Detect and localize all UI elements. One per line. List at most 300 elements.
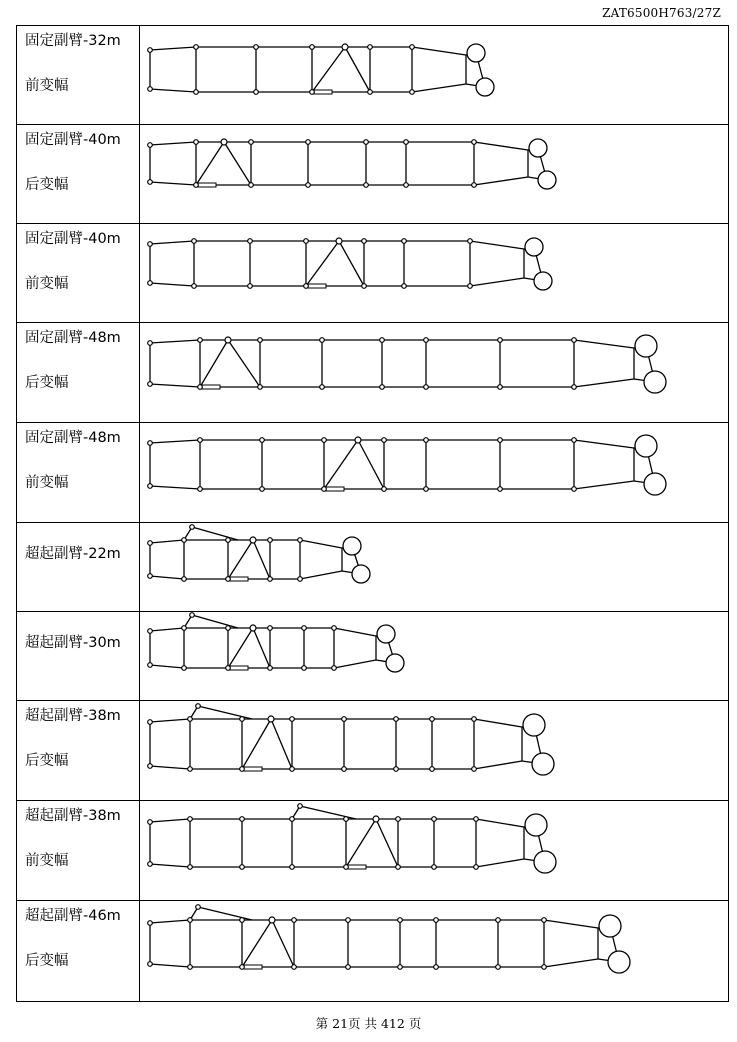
node-pin-icon — [148, 382, 153, 387]
node-pin-icon — [404, 183, 409, 188]
luffing-mode: 前变幅 — [25, 475, 69, 492]
bottom-chord — [150, 486, 200, 489]
node-pin-icon — [394, 767, 399, 772]
table-row — [17, 323, 729, 423]
sheave-icon — [534, 272, 552, 290]
sheave-icon — [476, 78, 494, 96]
node-pin-icon — [182, 577, 187, 582]
luffing-cylinder — [198, 183, 216, 187]
jib-diagram-cell — [140, 423, 729, 523]
node-pin-icon — [404, 140, 409, 145]
node-pin-icon — [192, 284, 197, 289]
node-pin-icon — [424, 338, 429, 343]
luffing-mode: 前变幅 — [25, 276, 69, 293]
node-pin-icon — [194, 183, 199, 188]
brace-member — [324, 440, 358, 489]
bottom-chord — [150, 384, 200, 387]
node-pin-icon — [290, 817, 295, 822]
node-pin-icon — [394, 717, 399, 722]
node-pin-icon — [258, 385, 263, 390]
jib-diagram-cell — [140, 523, 729, 612]
jib-diagram-cell — [140, 323, 729, 423]
node-pin-icon — [254, 90, 259, 95]
config-name: 超起副臂-22m — [25, 546, 121, 562]
node-pin-icon — [542, 918, 547, 923]
node-pin-icon — [346, 965, 351, 970]
node-pin-icon — [240, 717, 245, 722]
luffing-cylinder — [230, 666, 248, 670]
node-pin-icon — [188, 918, 193, 923]
node-pin-icon — [188, 965, 193, 970]
node-pin-icon — [430, 767, 435, 772]
bottom-chord — [150, 864, 190, 867]
hinge-pin-icon — [250, 625, 256, 631]
node-pin-icon — [410, 90, 415, 95]
node-pin-icon — [498, 385, 503, 390]
top-chord — [150, 47, 196, 50]
config-label-cell — [17, 125, 140, 224]
document-code: ZAT6500H763/27Z — [602, 6, 721, 20]
node-pin-icon — [402, 284, 407, 289]
config-label-cell — [17, 423, 140, 523]
jib-diagram — [140, 26, 729, 124]
jib-diagram-cell — [140, 801, 729, 901]
node-pin-icon — [424, 385, 429, 390]
luffing-mode: 后变幅 — [25, 177, 69, 194]
node-pin-icon — [430, 717, 435, 722]
table-row — [17, 801, 729, 901]
tip-chord — [334, 628, 376, 636]
jib-diagram-cell — [140, 612, 729, 701]
luffing-mode: 前变幅 — [25, 853, 69, 870]
node-pin-icon — [290, 717, 295, 722]
node-pin-icon — [182, 538, 187, 543]
table-row — [17, 523, 729, 612]
hinge-pin-icon — [269, 917, 275, 923]
node-pin-icon — [468, 284, 473, 289]
jib-diagram — [140, 612, 729, 700]
node-pin-icon — [304, 284, 309, 289]
node-pin-icon — [302, 666, 307, 671]
config-name: 超起副臂-38m — [25, 708, 121, 724]
tip-chord — [300, 571, 342, 579]
jib-diagram — [140, 423, 729, 522]
node-pin-icon — [240, 918, 245, 923]
hinge-pin-icon — [250, 537, 256, 543]
node-pin-icon — [302, 626, 307, 631]
node-pin-icon — [572, 438, 577, 443]
mast-stay — [192, 615, 238, 628]
config-label-cell — [17, 523, 140, 612]
node-pin-icon — [268, 626, 273, 631]
luffing-cylinder — [244, 965, 262, 969]
mast-pin-icon — [190, 613, 195, 618]
tip-chord — [334, 660, 376, 668]
node-pin-icon — [248, 284, 253, 289]
jib-diagram — [140, 701, 729, 800]
table-row — [17, 423, 729, 523]
node-pin-icon — [148, 629, 153, 634]
table-row — [17, 26, 729, 125]
node-pin-icon — [148, 921, 153, 926]
luffing-cylinder — [202, 385, 220, 389]
jib-diagram — [140, 523, 729, 611]
node-pin-icon — [382, 487, 387, 492]
node-pin-icon — [368, 90, 373, 95]
node-pin-icon — [472, 717, 477, 722]
node-pin-icon — [468, 239, 473, 244]
luffing-cylinder — [244, 767, 262, 771]
node-pin-icon — [268, 538, 273, 543]
sheave-icon — [377, 625, 395, 643]
jib-diagram — [140, 901, 729, 1001]
config-label-cell — [17, 323, 140, 423]
sheave-icon — [532, 753, 554, 775]
sheave-icon — [386, 654, 404, 672]
brace-member — [253, 628, 270, 668]
node-pin-icon — [148, 764, 153, 769]
node-pin-icon — [432, 865, 437, 870]
brace-member — [224, 142, 251, 185]
node-pin-icon — [346, 918, 351, 923]
node-pin-icon — [258, 338, 263, 343]
node-pin-icon — [148, 820, 153, 825]
hinge-pin-icon — [225, 337, 231, 343]
luffing-cylinder — [314, 90, 332, 94]
node-pin-icon — [498, 338, 503, 343]
node-pin-icon — [240, 817, 245, 822]
node-pin-icon — [398, 918, 403, 923]
node-pin-icon — [192, 239, 197, 244]
node-pin-icon — [226, 626, 231, 631]
node-pin-icon — [474, 817, 479, 822]
config-name: 固定副臂-48m — [25, 330, 121, 346]
node-pin-icon — [188, 817, 193, 822]
tip-chord — [476, 819, 524, 827]
jib-diagram-cell — [140, 26, 729, 125]
node-pin-icon — [424, 438, 429, 443]
node-pin-icon — [472, 183, 477, 188]
mast-pin-icon — [298, 804, 303, 809]
mast-stay — [192, 527, 238, 540]
node-pin-icon — [226, 577, 231, 582]
config-label-cell — [17, 701, 140, 801]
config-name: 固定副臂-40m — [25, 231, 121, 247]
brace-member — [228, 628, 253, 668]
node-pin-icon — [148, 484, 153, 489]
node-pin-icon — [260, 438, 265, 443]
node-pin-icon — [260, 487, 265, 492]
config-name: 超起副臂-30m — [25, 635, 121, 651]
node-pin-icon — [198, 487, 203, 492]
brace-member — [271, 719, 292, 769]
sheave-icon — [529, 139, 547, 157]
brace-member — [272, 920, 294, 967]
brace-member — [196, 142, 224, 185]
node-pin-icon — [322, 487, 327, 492]
tip-chord — [470, 241, 524, 249]
table-row — [17, 901, 729, 1002]
node-pin-icon — [364, 140, 369, 145]
node-pin-icon — [362, 239, 367, 244]
jib-diagram-cell — [140, 701, 729, 801]
table-row — [17, 224, 729, 323]
node-pin-icon — [380, 338, 385, 343]
tip-chord — [574, 481, 634, 489]
node-pin-icon — [320, 385, 325, 390]
node-pin-icon — [292, 918, 297, 923]
node-pin-icon — [240, 965, 245, 970]
luffing-mode: 后变幅 — [25, 953, 69, 970]
config-label-cell — [17, 801, 140, 901]
node-pin-icon — [148, 663, 153, 668]
top-chord — [150, 540, 184, 543]
node-pin-icon — [194, 90, 199, 95]
node-pin-icon — [396, 817, 401, 822]
node-pin-icon — [298, 538, 303, 543]
brace-member — [242, 920, 272, 967]
node-pin-icon — [182, 626, 187, 631]
tip-chord — [300, 540, 342, 548]
tip-chord — [474, 719, 522, 727]
node-pin-icon — [290, 865, 295, 870]
node-pin-icon — [290, 767, 295, 772]
bottom-chord — [150, 182, 196, 185]
node-pin-icon — [306, 140, 311, 145]
node-pin-icon — [226, 538, 231, 543]
config-name: 固定副臂-32m — [25, 33, 121, 49]
node-pin-icon — [320, 338, 325, 343]
luffing-cylinder — [348, 865, 366, 869]
node-pin-icon — [402, 239, 407, 244]
jib-diagram — [140, 801, 729, 900]
tip-chord — [574, 340, 634, 348]
hinge-pin-icon — [355, 437, 361, 443]
brace-member — [346, 819, 376, 867]
luffing-mode: 前变幅 — [25, 78, 69, 95]
top-chord — [150, 142, 196, 145]
bottom-chord — [150, 665, 184, 668]
bottom-chord — [150, 89, 196, 92]
tip-chord — [574, 440, 634, 448]
page-number: 第 21页 共 412 页 — [315, 1016, 422, 1031]
sheave-icon — [525, 814, 547, 836]
node-pin-icon — [474, 865, 479, 870]
node-pin-icon — [342, 717, 347, 722]
node-pin-icon — [148, 862, 153, 867]
node-pin-icon — [148, 180, 153, 185]
node-pin-icon — [148, 720, 153, 725]
config-label-cell — [17, 612, 140, 701]
node-pin-icon — [424, 487, 429, 492]
tip-chord — [474, 177, 528, 185]
hinge-pin-icon — [336, 238, 342, 244]
node-pin-icon — [342, 767, 347, 772]
node-pin-icon — [148, 341, 153, 346]
node-pin-icon — [542, 965, 547, 970]
sheave-icon — [467, 44, 485, 62]
node-pin-icon — [148, 87, 153, 92]
brace-member — [228, 540, 253, 579]
brace-member — [200, 340, 228, 387]
sheave-icon — [608, 951, 630, 973]
luffing-mode: 后变幅 — [25, 753, 69, 770]
node-pin-icon — [268, 666, 273, 671]
node-pin-icon — [368, 45, 373, 50]
node-pin-icon — [496, 965, 501, 970]
config-label-cell — [17, 901, 140, 1002]
sheave-icon — [343, 537, 361, 555]
node-pin-icon — [322, 438, 327, 443]
node-pin-icon — [472, 140, 477, 145]
jib-configuration-table — [16, 25, 729, 1002]
node-pin-icon — [188, 717, 193, 722]
node-pin-icon — [194, 45, 199, 50]
tip-chord — [544, 959, 598, 967]
brace-member — [358, 440, 384, 489]
node-pin-icon — [148, 441, 153, 446]
sheave-icon — [635, 335, 657, 357]
node-pin-icon — [240, 767, 245, 772]
tip-chord — [412, 84, 466, 92]
luffing-cylinder — [326, 487, 344, 491]
tip-chord — [412, 47, 466, 55]
node-pin-icon — [148, 541, 153, 546]
node-pin-icon — [148, 574, 153, 579]
bottom-chord — [150, 964, 190, 967]
hinge-pin-icon — [342, 44, 348, 50]
jib-diagram — [140, 125, 729, 223]
bottom-chord — [150, 283, 194, 286]
sheave-icon — [644, 371, 666, 393]
luffing-mode: 后变幅 — [25, 375, 69, 392]
node-pin-icon — [240, 865, 245, 870]
config-name: 固定副臂-48m — [25, 430, 121, 446]
jib-diagram-cell — [140, 901, 729, 1002]
tip-chord — [544, 920, 598, 928]
hinge-pin-icon — [221, 139, 227, 145]
config-label-cell — [17, 224, 140, 323]
brace-member — [312, 47, 345, 92]
node-pin-icon — [380, 385, 385, 390]
sheave-icon — [534, 851, 556, 873]
node-pin-icon — [148, 281, 153, 286]
top-chord — [150, 440, 200, 443]
tip-chord — [474, 761, 522, 769]
config-name: 超起副臂-46m — [25, 908, 121, 924]
brace-member — [253, 540, 270, 579]
node-pin-icon — [226, 666, 231, 671]
node-pin-icon — [249, 183, 254, 188]
node-pin-icon — [148, 242, 153, 247]
brace-member — [376, 819, 398, 867]
sheave-icon — [352, 565, 370, 583]
node-pin-icon — [332, 626, 337, 631]
top-chord — [150, 628, 184, 631]
node-pin-icon — [434, 918, 439, 923]
sheave-icon — [635, 435, 657, 457]
table-row — [17, 701, 729, 801]
node-pin-icon — [148, 48, 153, 53]
top-chord — [150, 241, 194, 244]
sheave-icon — [538, 171, 556, 189]
node-pin-icon — [198, 385, 203, 390]
node-pin-icon — [398, 965, 403, 970]
node-pin-icon — [310, 90, 315, 95]
mast-pin-icon — [196, 905, 201, 910]
node-pin-icon — [472, 767, 477, 772]
jib-diagram-cell — [140, 125, 729, 224]
node-pin-icon — [148, 143, 153, 148]
node-pin-icon — [496, 918, 501, 923]
top-chord — [150, 920, 190, 923]
brace-member — [242, 719, 271, 769]
bottom-chord — [150, 576, 184, 579]
jib-diagram — [140, 224, 729, 322]
node-pin-icon — [188, 865, 193, 870]
brace-member — [345, 47, 370, 92]
top-chord — [150, 819, 190, 822]
mast-pin-icon — [190, 525, 195, 530]
node-pin-icon — [364, 183, 369, 188]
node-pin-icon — [292, 965, 297, 970]
config-label-cell — [17, 26, 140, 125]
node-pin-icon — [306, 183, 311, 188]
luffing-cylinder — [308, 284, 326, 288]
top-chord — [150, 719, 190, 722]
brace-member — [339, 241, 364, 286]
node-pin-icon — [432, 817, 437, 822]
jib-diagram — [140, 323, 729, 422]
sheave-icon — [523, 714, 545, 736]
node-pin-icon — [268, 577, 273, 582]
node-pin-icon — [572, 338, 577, 343]
tip-chord — [470, 278, 524, 286]
node-pin-icon — [249, 140, 254, 145]
config-name: 固定副臂-40m — [25, 132, 121, 148]
hinge-pin-icon — [268, 716, 274, 722]
node-pin-icon — [498, 438, 503, 443]
mast-pin-icon — [196, 704, 201, 709]
tip-chord — [574, 379, 634, 387]
sheave-icon — [644, 473, 666, 495]
node-pin-icon — [382, 438, 387, 443]
node-pin-icon — [304, 239, 309, 244]
node-pin-icon — [254, 45, 259, 50]
node-pin-icon — [148, 962, 153, 967]
tip-chord — [476, 859, 524, 867]
node-pin-icon — [310, 45, 315, 50]
node-pin-icon — [498, 487, 503, 492]
hinge-pin-icon — [373, 816, 379, 822]
bottom-chord — [150, 766, 190, 769]
node-pin-icon — [572, 487, 577, 492]
node-pin-icon — [198, 438, 203, 443]
config-name: 超起副臂-38m — [25, 808, 121, 824]
node-pin-icon — [248, 239, 253, 244]
node-pin-icon — [188, 767, 193, 772]
jib-diagram-cell — [140, 224, 729, 323]
node-pin-icon — [182, 666, 187, 671]
node-pin-icon — [198, 338, 203, 343]
node-pin-icon — [332, 666, 337, 671]
node-pin-icon — [572, 385, 577, 390]
node-pin-icon — [298, 577, 303, 582]
node-pin-icon — [344, 817, 349, 822]
table-row — [17, 612, 729, 701]
brace-member — [228, 340, 260, 387]
node-pin-icon — [434, 965, 439, 970]
